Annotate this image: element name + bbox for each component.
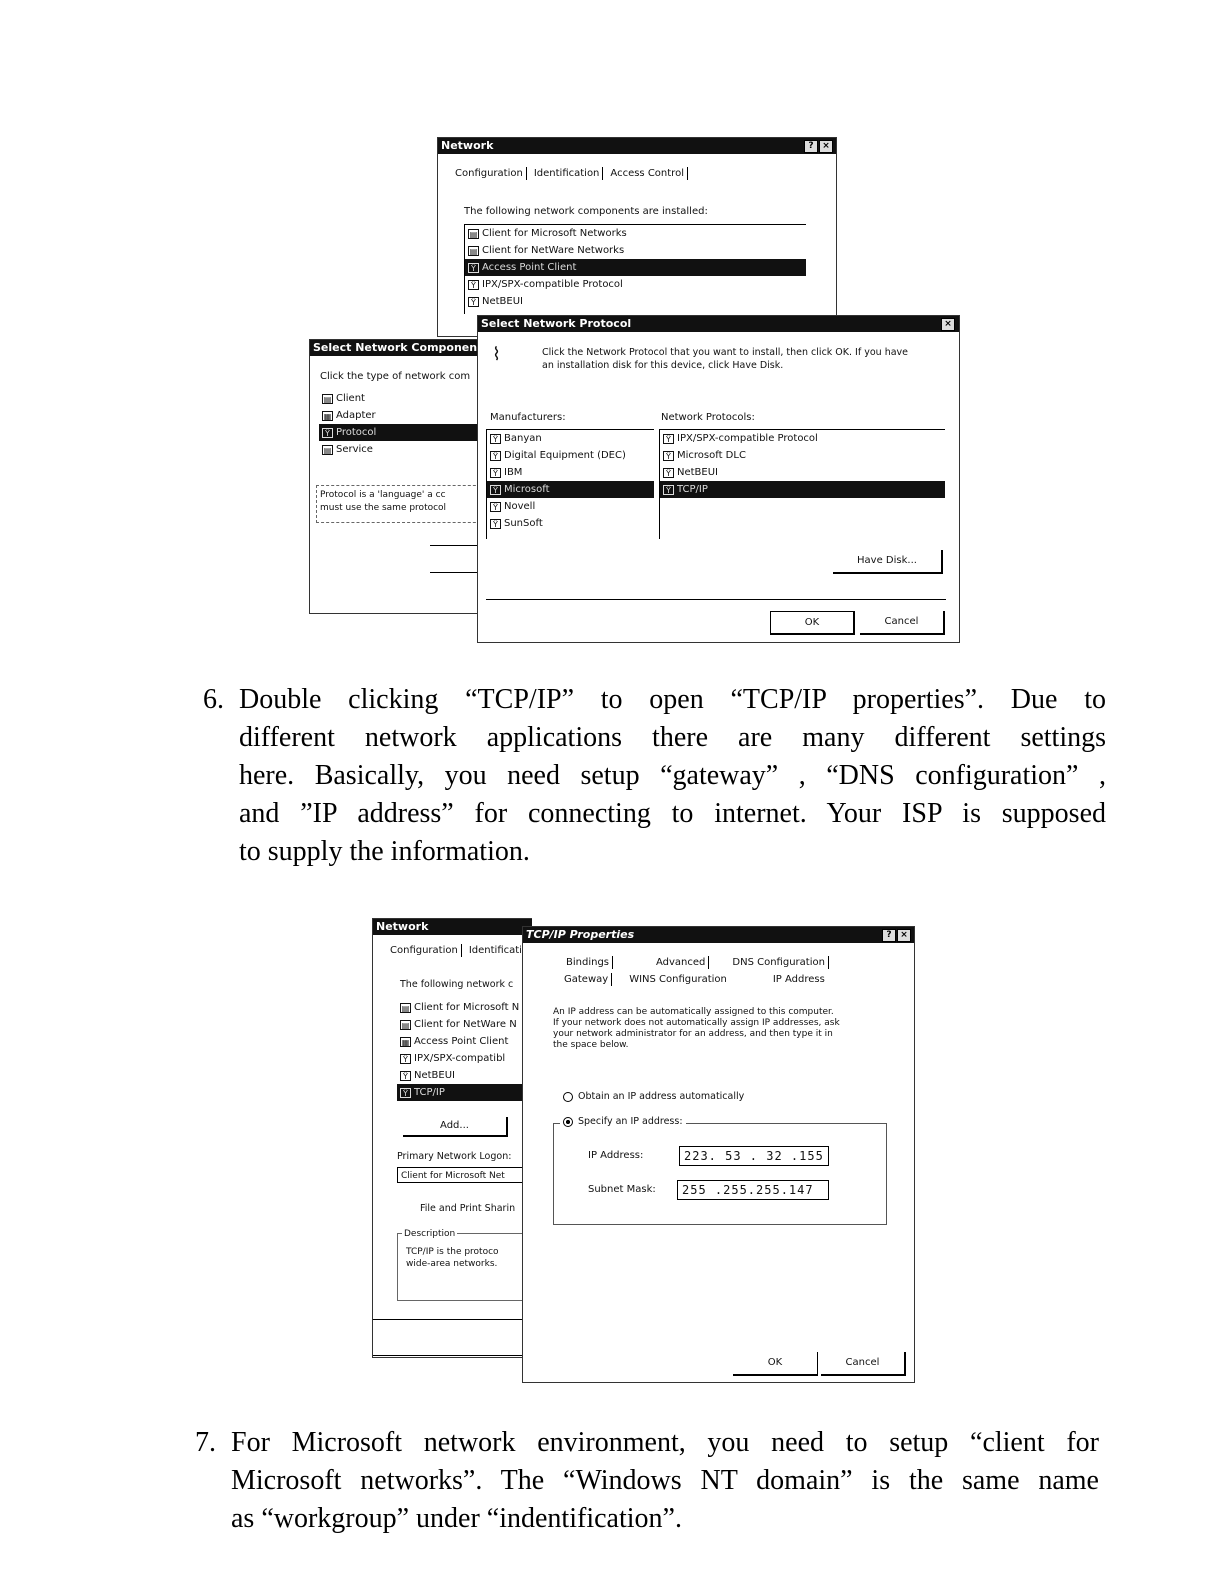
select-protocol-title-bar (478, 316, 959, 332)
tab-ip-address[interactable]: IP Address (772, 974, 825, 985)
components-label: The following network c (400, 979, 514, 990)
manufacturers-list[interactable] (486, 429, 654, 539)
cancel-button[interactable]: Cancel (821, 1352, 906, 1376)
tab-identification[interactable]: Identification (531, 167, 604, 180)
divider (373, 1355, 532, 1356)
close-button[interactable]: × (897, 929, 911, 942)
list-item[interactable]: ▦ Adapter (323, 410, 376, 421)
manufacturers-label: Manufacturers: (490, 412, 566, 423)
component-type-prompt: Click the type of network com (320, 371, 471, 382)
network-title-bar (438, 138, 836, 154)
list-item[interactable]: Ϋ Banyan (487, 430, 654, 447)
divider (373, 1319, 532, 1320)
list-item[interactable]: Ϋ Novell (487, 498, 654, 515)
tab-bindings[interactable]: Bindings (563, 956, 613, 969)
network-dialog (437, 137, 837, 337)
protocol-icon: Ϋ (400, 1054, 411, 1064)
list-item[interactable]: Ϋ Digital Equipment (DEC) (487, 447, 654, 464)
divider (486, 599, 946, 600)
protocol-instruction-1: Click the Network Protocol that you want to install, then click OK. If you have (542, 347, 909, 358)
protocol-icon: Ϋ (490, 502, 501, 512)
tab-access-control[interactable]: Access Control (607, 167, 688, 180)
client-icon: ▤ (401, 1003, 410, 1013)
list-item[interactable]: Ϋ IPX/SPX-compatible Protocol (465, 276, 806, 293)
protocols-label: Network Protocols: (661, 412, 755, 423)
list-item[interactable]: Ϋ Access Point Client (465, 259, 806, 276)
step-number: 6. (203, 684, 224, 715)
list-item[interactable]: ▤ Client for NetWare Networks (469, 245, 625, 256)
network-tabs (452, 168, 692, 179)
ip-info-text: An IP address can be automatically assigned to this computer. If your network does not automatically assign IP addresses, ask your network administrator for an address, and then type it in the space below. (553, 1007, 840, 1050)
protocol-instruction-2: an installation disk for this device, click Have Disk. (542, 360, 784, 371)
list-item[interactable]: Ϋ Microsoft (487, 481, 654, 498)
list-item[interactable]: Ϋ SunSoft (487, 515, 654, 532)
close-button[interactable]: × (941, 318, 955, 331)
protocol-icon: Ϋ (468, 297, 479, 307)
cancel-button[interactable]: Cancel (860, 611, 945, 635)
list-item[interactable]: Ϋ TCP/IP (397, 1084, 532, 1101)
ip-address-label: IP Address: (588, 1150, 644, 1161)
tcpip-properties-dialog (522, 926, 915, 1383)
have-disk-button[interactable]: Have Disk... (833, 550, 943, 574)
protocol-icon: Ϋ (490, 468, 501, 478)
adapter-icon: ▦ (323, 411, 332, 421)
list-item[interactable]: Ϋ Protocol (319, 424, 479, 441)
description-label: Description (404, 1229, 456, 1239)
select-protocol-dialog (477, 315, 960, 643)
help-button[interactable]: ? (882, 929, 896, 942)
divider (430, 572, 479, 573)
protocol-icon: Ϋ (468, 263, 479, 273)
client-icon: ▤ (469, 229, 478, 239)
text-line: as “workgroup” under “indentification”. (231, 1503, 682, 1534)
obtain-ip-radio[interactable]: Obtain an IP address automatically (563, 1091, 744, 1102)
component-description: Protocol is a 'language' a cc must use the same protocol (316, 485, 479, 523)
network-cable-icon: ⌇ (492, 344, 501, 365)
list-item[interactable]: Ϋ IPX/SPX-compatibl (397, 1050, 532, 1067)
tab-wins-configuration[interactable]: WINS Configuration (629, 974, 727, 985)
tab-configuration[interactable]: Configuration (387, 944, 462, 957)
list-item[interactable]: ▤ Client for Microsoft N (401, 1002, 520, 1013)
close-button[interactable]: × (819, 140, 833, 153)
primary-logon-label: Primary Network Logon: (397, 1151, 512, 1162)
list-item[interactable]: Ϋ NetBEUI (465, 293, 806, 310)
service-icon: ▤ (323, 445, 332, 455)
network-title: Network (441, 139, 494, 152)
tab-identification[interactable]: Identificati (466, 944, 526, 957)
text-line: Double clicking “TCP/IP” to open “TCP/IP properties”. Due to (239, 684, 1106, 715)
help-button[interactable]: ? (804, 140, 818, 153)
network-title: Network (376, 920, 429, 933)
tab-configuration[interactable]: Configuration (452, 167, 527, 180)
select-component-title: Select Network Componen (313, 341, 478, 354)
list-item[interactable]: Ϋ NetBEUI (660, 464, 945, 481)
protocol-icon: Ϋ (663, 451, 674, 461)
list-item[interactable]: ▤ Service (323, 444, 373, 455)
primary-logon-select[interactable]: Client for Microsoft Net (397, 1167, 532, 1183)
protocol-icon: Ϋ (490, 434, 501, 444)
text-line: different network applications there are many different settings (239, 722, 1106, 753)
text-line: here. Basically, you need setup “gateway” , “DNS configuration” , (239, 760, 1106, 791)
protocol-icon: Ϋ (400, 1088, 411, 1098)
tcpip-tabs-row-1 (563, 957, 833, 968)
description-group: Description TCP/IP is the protoco wide-area networks. (397, 1233, 532, 1301)
file-print-sharing-button[interactable]: File and Print Sharin (420, 1203, 516, 1214)
protocol-icon: Ϋ (468, 280, 479, 290)
tab-gateway[interactable]: Gateway (561, 973, 612, 986)
list-item[interactable]: ▤ Client (323, 393, 365, 404)
tcpip-title: TCP/IP Properties (526, 928, 635, 941)
text-line: to supply the information. (239, 836, 530, 867)
components-list[interactable] (464, 224, 806, 314)
text-line: Microsoft networks”. The “Windows NT domain” is the same name (231, 1465, 1099, 1496)
text-line: and ”IP address” for connecting to internet. Your ISP is supposed (239, 798, 1106, 829)
select-component-title-bar (310, 340, 479, 356)
list-item[interactable]: ▤ Client for NetWare N (401, 1019, 517, 1030)
client-icon: ▤ (469, 246, 478, 256)
protocol-icon: Ϋ (663, 434, 674, 444)
list-item[interactable]: Ϋ NetBEUI (397, 1067, 532, 1084)
network-title-bar (373, 919, 532, 935)
client-icon: ▤ (323, 394, 332, 404)
protocol-icon: Ϋ (490, 451, 501, 461)
ok-button[interactable]: OK (733, 1352, 818, 1376)
list-item[interactable]: ▤ Client for Microsoft Networks (469, 228, 627, 239)
step-number: 7. (195, 1427, 216, 1458)
protocol-icon: Ϋ (663, 485, 674, 495)
tcpip-tabs-row-2 (561, 974, 832, 985)
select-component-dialog (309, 339, 479, 614)
network-dialog (372, 918, 532, 1358)
protocols-list[interactable] (659, 429, 945, 539)
components-list[interactable] (397, 999, 532, 1101)
protocol-icon: Ϋ (400, 1071, 411, 1081)
radio-selected-icon (563, 1117, 573, 1127)
components-label: The following network components are installed: (464, 206, 708, 217)
ok-button[interactable]: OK (770, 611, 855, 635)
protocol-icon: Ϋ (490, 519, 501, 529)
text-line: For Microsoft network environment, you need to setup “client for (231, 1427, 1099, 1458)
radio-unselected-icon (563, 1092, 573, 1102)
protocol-icon: Ϋ (663, 468, 674, 478)
list-item[interactable]: ▦ Access Point Client (401, 1036, 509, 1047)
component-type-list[interactable] (319, 390, 479, 462)
list-item[interactable]: Ϋ IPX/SPX-compatible Protocol (660, 430, 945, 447)
subnet-mask-label: Subnet Mask: (588, 1184, 656, 1195)
list-item[interactable]: Ϋ TCP/IP (660, 481, 945, 498)
divider (430, 545, 479, 546)
step-6-paragraph (203, 681, 1106, 871)
network-tabs (387, 945, 530, 956)
list-item[interactable]: Ϋ Microsoft DLC (660, 447, 945, 464)
list-item[interactable]: Ϋ IBM (487, 464, 654, 481)
step-7-paragraph (195, 1424, 1099, 1538)
add-button[interactable]: Add... (403, 1117, 508, 1137)
tab-dns-configuration[interactable]: DNS Configuration (729, 956, 829, 969)
select-protocol-title: Select Network Protocol (481, 317, 632, 330)
protocol-icon: Ϋ (322, 428, 333, 438)
ip-address-input[interactable]: 223. 53 . 32 .155 (679, 1146, 829, 1166)
client-icon: ▤ (401, 1020, 410, 1030)
specify-ip-group (553, 1116, 887, 1225)
subnet-mask-input[interactable]: 255 .255.255.147 (677, 1180, 829, 1200)
protocol-icon: Ϋ (490, 485, 501, 495)
tab-advanced[interactable]: Advanced (653, 956, 709, 969)
specify-ip-radio[interactable]: Specify an IP address: (560, 1116, 686, 1127)
adapter-icon: ▦ (401, 1037, 410, 1047)
tcpip-title-bar (523, 927, 914, 943)
